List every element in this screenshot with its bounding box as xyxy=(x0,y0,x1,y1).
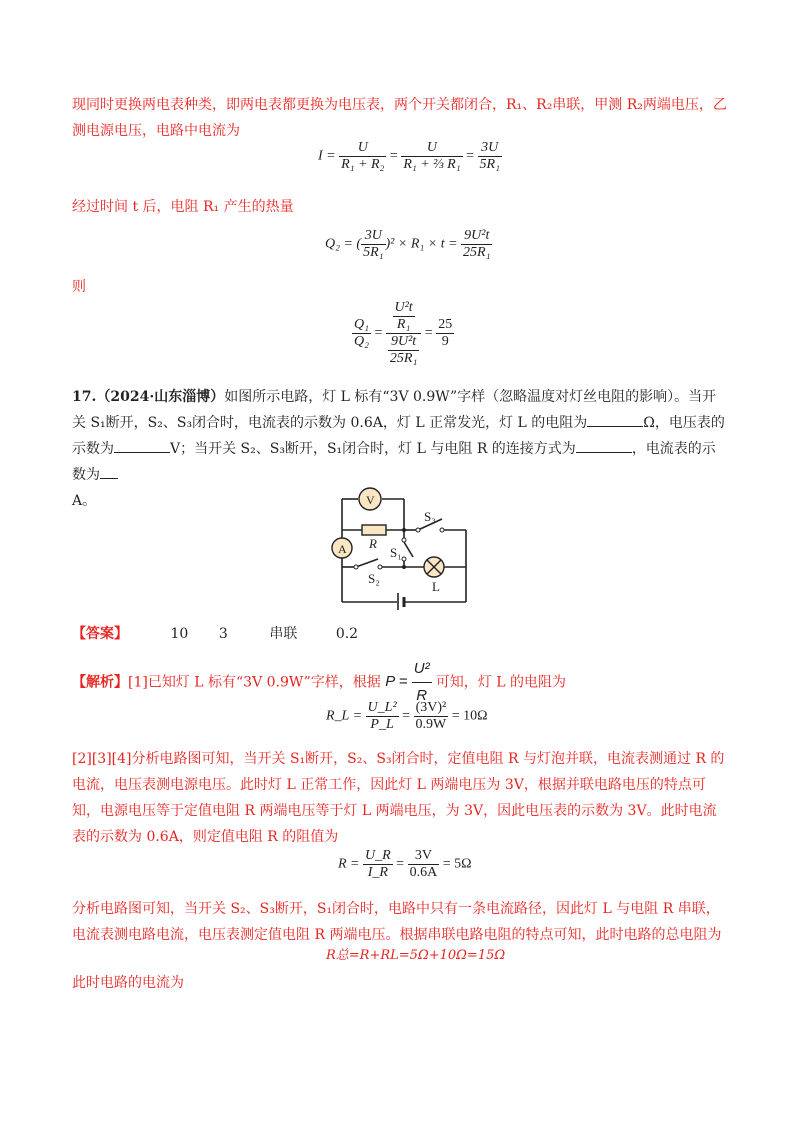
lamp-resistance-equation: R_L = $\frac{\text{U\_L²}}{P\_L}$ = $\frac{\text{(3V)²}}{0.9W}$ = 10Ω xyxy=(326,700,488,732)
analysis-text-1a: [1]已知灯 L 标有“3V 0.9W”字样，根据 xyxy=(128,674,381,691)
solution-paragraph-2: 经过时间 t 后，电阻 R₁ 产生的热量 xyxy=(72,199,294,215)
power-formula: P = $\frac{\text{U²}}{R}$ xyxy=(385,673,436,690)
question-number: 17. xyxy=(72,389,97,405)
fixed-resistance-equation: R = $\frac{U\_R}{I\_R}$ = $\frac{3V}{0.6A}$ = 5Ω xyxy=(338,848,472,880)
s2-label: S₂ xyxy=(368,571,380,586)
eq3-lhs-frac: $\frac{\text{Q₁}}{\text{Q₂}}$ xyxy=(354,317,369,349)
eq2-frac2: $\frac{\text{9U²t}}{\text{25R₁}}$ xyxy=(463,228,491,260)
eq1-frac2: $\frac{U}{\text{R₁ + ⅔ R₁}}$ xyxy=(403,140,461,172)
total-resistance-equation: R总=R+RL=5Ω+10Ω=15Ω xyxy=(326,948,506,963)
s3-label: S₃ xyxy=(424,509,436,524)
analysis-paragraph-3: 分析电路图可知，当开关 S₂、S₃断开，S₁闭合时，电路中只有一条电流路径，因此灯 L 与电阻 R 串联，电流表测电路电流，电压表测定值电阻 R 两端电压。根据串联电路电阻的特点可知，此时电路的总电阻为 xyxy=(72,901,722,943)
resistor-label: R xyxy=(369,536,377,551)
analysis-paragraph-4: 此时电路的电流为 xyxy=(72,975,184,991)
analysis-line-1 xyxy=(72,656,566,709)
voltmeter-label: V xyxy=(366,493,375,507)
current-equation: I = $\frac{U}{\text{R₁ + R₂}}$ = $\frac{U}{\text{R₁ + ⅔ R₁}}$ = $\frac{3U}{\text{5R₁}}$ xyxy=(318,140,500,172)
answer-2: 3 xyxy=(218,626,228,642)
question-text-3: V；当开关 S₂、S₃断开，S₁闭合时，灯 L 与电阻 R 的连接方式为 xyxy=(170,441,576,457)
solution-paragraph-1: 现同时更换两电表种类，即两电表都更换为电压表，两个开关都闭合，R₁、R₂串联，甲测 R₂两端电压，乙测电源电压，电路中电流为 xyxy=(72,97,727,139)
solution-paragraph-3: 则 xyxy=(72,279,86,295)
blank-3[interactable] xyxy=(576,436,632,453)
analysis-label: 【解析】 xyxy=(72,674,128,691)
eq3-complex-frac: $\frac{\frac{\text{U²t}}{\text{R₁}}}{\frac{\text{9U²t}}{\text{25R₁}}}$ xyxy=(386,300,421,367)
eq2-frac1: $\frac{3U}{\text{5R₁}}$ xyxy=(363,228,384,260)
question-source: （2024·山东淄博） xyxy=(96,389,225,405)
eq1-frac3: $\frac{3U}{\text{5R₁}}$ xyxy=(479,140,500,172)
eq1-frac1: $\frac{U}{\text{R₁ + R₂}}$ xyxy=(341,140,385,172)
question-text-1: 如图所示电路，灯 L 标有“3V 0.9W”字样（忽略温度对灯丝电阻的影响）。当开关 S₁断开，S₂、S₃闭合时，电流表的示数为 0.6A，灯 L 正常发光，灯 L 的电阻为 xyxy=(72,389,717,431)
lamp-label: L xyxy=(432,579,440,594)
ratio-equation: $\frac{\text{Q₁}}{\text{Q₂}}$ = $\frac{\frac{\text{U²t}}{\text{R₁}}}{\frac{\text{9U²t}}{\text{25R₁}}}$ = $\frac{25}{9}$ xyxy=(354,300,453,366)
question-text-2: Ω，电压表的示数为 xyxy=(72,415,725,457)
blank-2[interactable] xyxy=(114,436,170,453)
analysis-paragraph-2: [2][3][4]分析电路图可知，当开关 S₁断开，S₂、S₃闭合时，定值电阻 R 与灯泡并联，电流表测通过 R 的电流，电压表测电源电压。此时灯 L 正常工作，因此灯 L 两端电压为 3V，根据并联电路电压的特点可知，电源电压等于定值电阻 R 两端电压等于灯 L 两端电压，为 3V，因此电压表的示数为 3V。此时电流表的示数为 0.6A，则定值电阻 R 的阻值为 xyxy=(72,751,725,845)
ammeter-label: A xyxy=(338,542,347,556)
answer-1: 10 xyxy=(170,626,189,642)
eq3-result-frac: $\frac{25}{9}$ xyxy=(438,317,453,349)
answer-row xyxy=(72,624,358,644)
analysis-text-1b: 可知，灯 L 的电阻为 xyxy=(435,674,566,691)
answer-3: 串联 xyxy=(269,626,298,642)
question-text-4: ，电流表的示数为 xyxy=(72,441,716,483)
s1-label: S₁ xyxy=(390,545,402,560)
question-text-5: A。 xyxy=(72,493,97,509)
eq1-lhs: I = xyxy=(318,148,336,164)
blank-1[interactable] xyxy=(587,410,643,427)
answer-4: 0.2 xyxy=(335,626,359,642)
blank-4[interactable] xyxy=(100,462,118,479)
answer-label: 【答案】 xyxy=(72,626,128,642)
circuit-diagram xyxy=(320,485,480,610)
heat-equation: Q₂ = ( $\frac{3U}{\text{5R₁}}$ )² × R₁ × t = $\frac{\text{9U²t}}{\text{25R₁}}$ xyxy=(325,228,491,260)
